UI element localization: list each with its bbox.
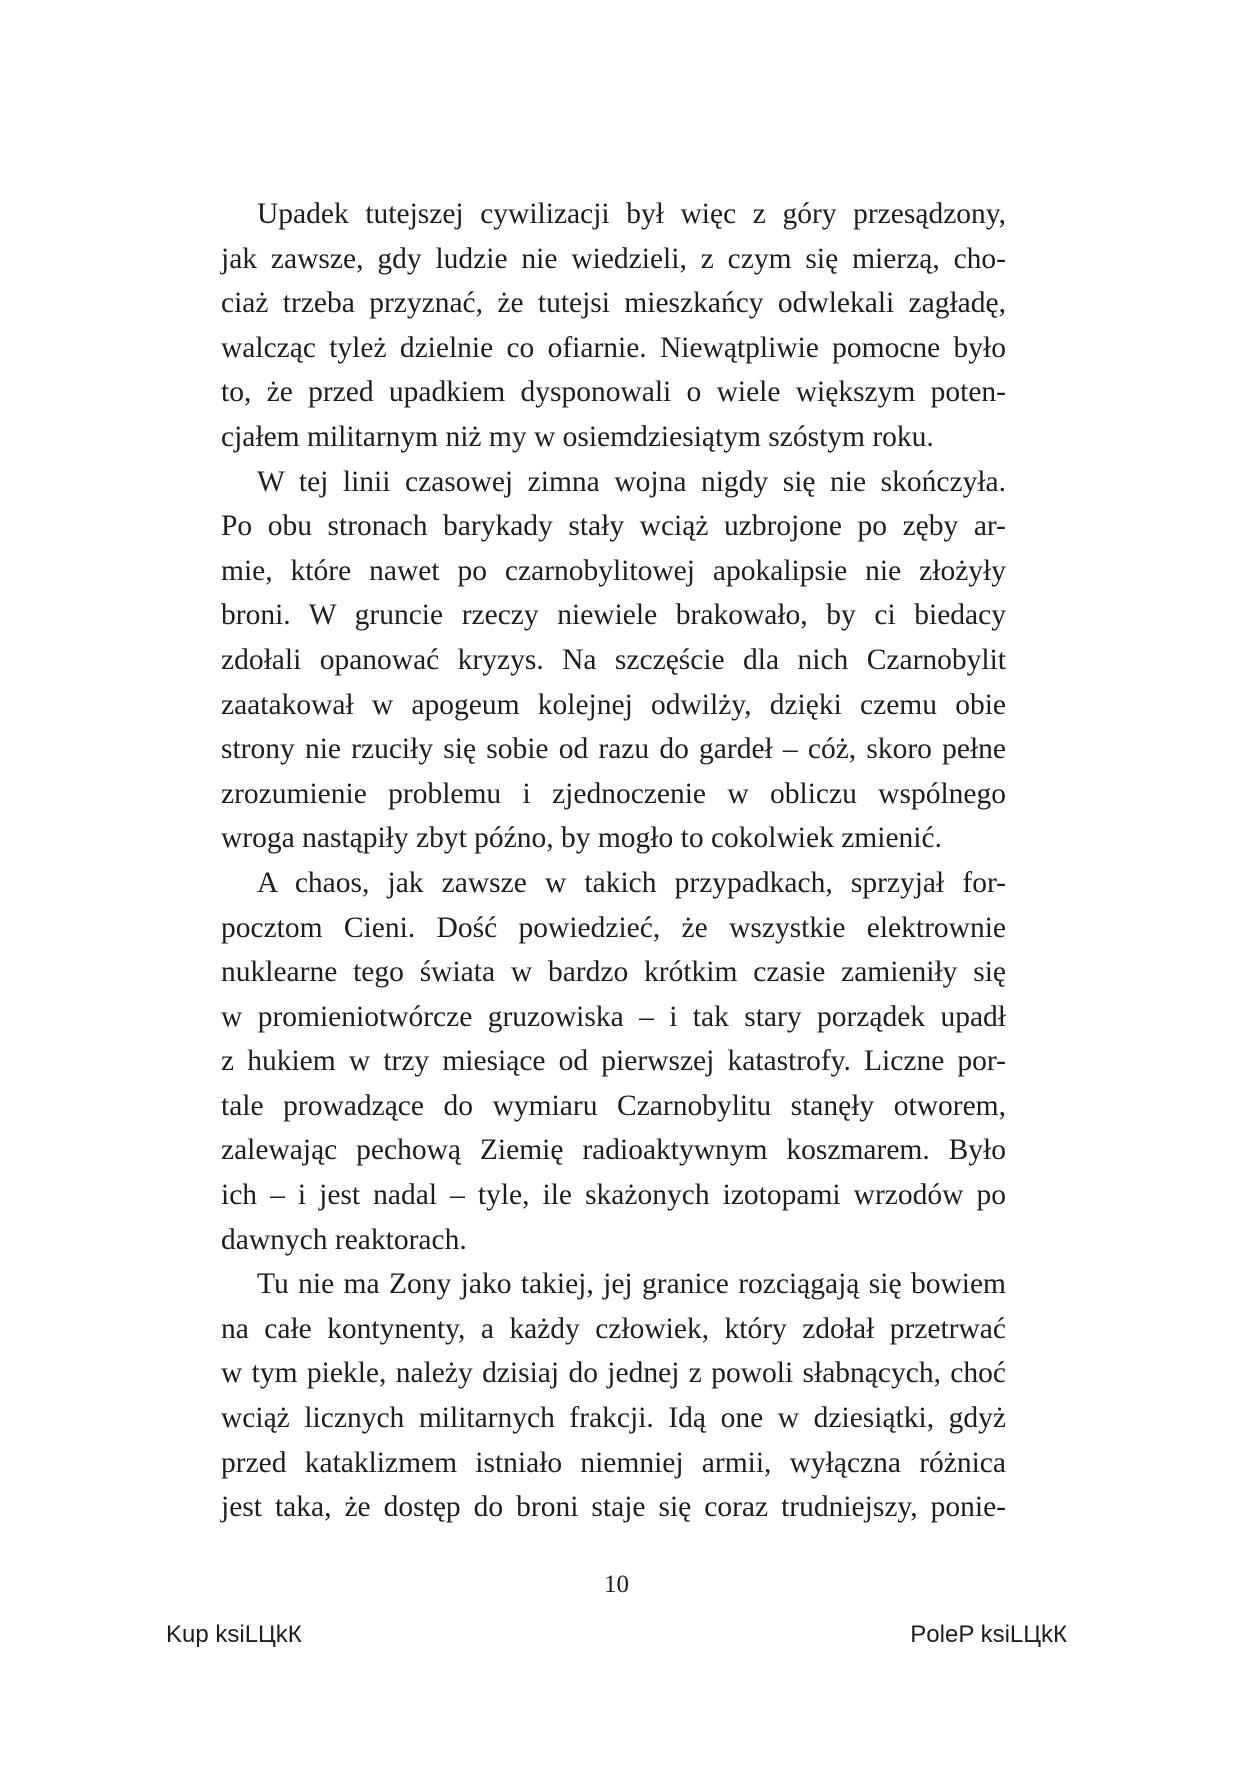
text-line: cjałem militarnym niż my w osiemdziesiątym szóstym roku. (221, 420, 934, 453)
text-line: jak zawsze, gdy ludzie nie wiedzieli, z czym się mierzą, cho- (221, 242, 1006, 275)
text-line: na całe kontynenty, a każdy człowiek, który zdołał przetrwać (221, 1312, 1006, 1345)
text-line: to, że przed upadkiem dysponowali o wiele większym poten- (221, 376, 1006, 409)
text-line: tale prowadzące do wymiaru Czarnobylitu stanęły otworem, (221, 1089, 1006, 1122)
text-line: ich – i jest nadal – tyle, ile skażonych izotopami wrzodów po (221, 1179, 1006, 1212)
text-line: Po obu stronach barykady stały wciąż uzbrojone po zęby ar- (221, 510, 1006, 543)
paragraph (221, 192, 1006, 460)
text-line: wciąż licznych militarnych frakcji. Idą one w dziesiątki, gdyż (221, 1402, 1006, 1435)
text-line: ciaż trzeba przyznać, że tutejsi mieszkańcy odwlekali zagładę, (221, 287, 1006, 320)
paragraph (221, 1262, 1006, 1530)
text-line: nuklearne tego świata w bardzo krótkim czasie zamieniły się (221, 956, 1006, 989)
paragraph (221, 861, 1006, 1262)
page-number: 10 (604, 1571, 629, 1598)
text-line: zrozumienie problemu i zjednoczenie w obliczu wspólnego (221, 777, 1006, 810)
text-line: W tej linii czasowej zimna wojna nigdy się nie skończyła. (257, 465, 1006, 498)
text-line: dawnych reaktorach. (221, 1223, 467, 1256)
text-line: w tym piekle, należy dzisiaj do jednej z powoli słabnących, choć (221, 1357, 1006, 1390)
text-line: z hukiem w trzy miesiące od pierwszej katastrofy. Liczne por- (221, 1045, 1006, 1078)
text-line: Upadek tutejszej cywilizacji był więc z góry przesądzony, (257, 198, 1006, 230)
text-line: Tu nie ma Zony jako takiej, jej granice rozciągają się bowiem (257, 1268, 1006, 1301)
text-line: strony nie rzuciły się sobie od razu do gardeł – cóż, skoro pełne (221, 733, 1006, 766)
text-line: zdołali opanować kryzys. Na szczęście dla nich Czarnobylit (221, 643, 1006, 676)
text-line: A chaos, jak zawsze w takich przypadkach, sprzyjał for- (257, 866, 1006, 899)
text-line: wroga nastąpiły zbyt późno, by mogło to cokolwiek zmienić. (221, 822, 942, 855)
text-line: w promieniotwórcze gruzowiska – i tak stary porządek upadł (221, 1000, 1006, 1033)
text-line: przed kataklizmem istniało niemniej armii, wyłączna różnica (221, 1446, 1006, 1479)
text-line: mie, które nawet po czarnobylitowej apokalipsie nie złożyły (221, 554, 1006, 587)
text-line: zalewając pechową Ziemię radioaktywnym koszmarem. Było (221, 1134, 1006, 1167)
footer-buy-book-link[interactable]: Kup ksiLЦkК (166, 1621, 302, 1648)
body-text (221, 192, 1006, 1530)
text-line: walcząc tyleż dzielnie co ofiarnie. Niewątpliwie pomocne było (221, 331, 1006, 364)
text-line: pocztom Cieni. Dość powiedzieć, że wszystkie elektrownie (221, 911, 1006, 944)
text-line: zaatakował w apogeum kolejnej odwilży, dzięki czemu obie (221, 688, 1006, 721)
text-line: broni. W gruncie rzeczy niewiele brakowało, by ci biedacy (221, 599, 1006, 632)
footer-recommend-book-link[interactable]: PoleP ksiLЦkК (910, 1621, 1067, 1648)
text-line: jest taka, że dostęp do broni staje się coraz trudniejszy, ponie- (221, 1491, 1006, 1524)
paragraph (221, 460, 1006, 861)
